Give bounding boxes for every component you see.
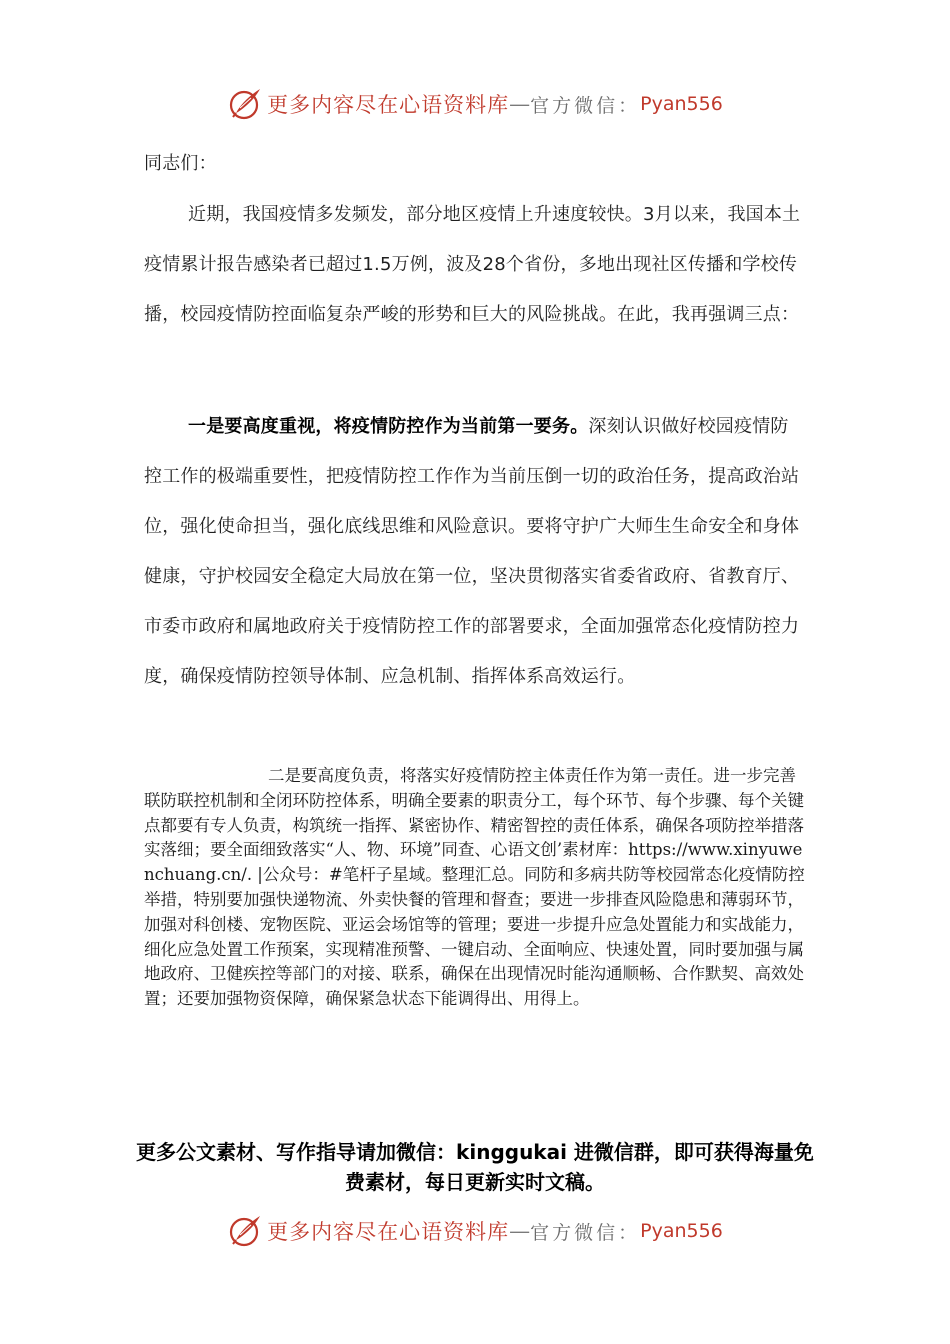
wechat-label: 官方微信： [530, 94, 641, 117]
point-one-heading: 一是要高度重视，将疫情防控作为当前第一要务。 [188, 416, 589, 437]
wechat-id: Pyan556 [640, 1220, 723, 1242]
quill-pen-logo-icon [227, 1213, 263, 1249]
point-one-paragraph [144, 402, 804, 702]
wechat-label: 官方微信： [530, 1221, 641, 1244]
point-one-body: 深刻认识做好校园疫情防控工作的极端重要性，把疫情防控工作作为当前压倒一切的政治任务，提高政治站位，强化使命担当，强化底线思维和风险意识。要将守护广大师生生命安全和身体健康，守护校园安全稳定大局放在第一位，坚决贯彻落实省委省政府、省教育厅、市委市政府和属地政府关于疫情防控工作的部署要求，全面加强常态化疫情防控力度，确保疫情防控领导体制、应急机制、指挥体系高效运行。 [144, 416, 800, 687]
header-banner [0, 82, 950, 126]
footer-note: 更多公文素材、写作指导请加微信：kinggukai 进微信群，即可获得海量免费素材，每日更新实时文稿。 [136, 1140, 814, 1194]
site-name: 更多内容尽在心语资料库 [267, 93, 510, 117]
quill-pen-logo-icon [227, 86, 263, 122]
site-name: 更多内容尽在心语资料库 [267, 1220, 510, 1244]
wechat-id: Pyan556 [640, 93, 723, 115]
separator-dash: — [509, 92, 531, 116]
intro-paragraph: 近期，我国疫情多发频发，部分地区疫情上升速度较快。3月以来，我国本土疫情累计报告感染者已超过1.5万例，波及28个省份，多地出现社区传播和学校传播，校园疫情防控面临复杂严峻的形势和巨大的风险挑战。在此，我再强调三点： [144, 204, 801, 325]
footer-banner [0, 1209, 950, 1253]
greeting: 同志们： [144, 153, 217, 174]
separator-dash: — [509, 1219, 531, 1243]
point-two-paragraph: 二是要高度负责，将落实好疫情防控主体责任作为第一责任。进一步完善联防联控机制和全闭环防控体系，明确全要素的职责分工，每个环节、每个步骤、每个关键点都要有专人负责，构筑统一指挥、紧密协作、精密智控的责任体系，确保各项防控举措落实落细；要全面细致落实“人、物、环境”同查、心语文创’素材库：https://www.xinyuwenchuang.cn/. |公众号：#笔杆子星域。整理汇总。同防和多病共防等校园常态化疫情防控举措，特别要加强快递物流、外卖快餐的管理和督查；要进一步排查风险隐患和薄弱环节，加强对科创楼、宠物医院、亚运会场馆等的管理；要进一步提升应急处置能力和实战能力，细化应急处置工作预案，实现精准预警、一键启动、全面响应、快速处置，同时要加强与属地政府、卫健疾控等部门的对接、联系，确保在出现情况时能沟通顺畅、合作默契、高效处置；还要加强物资保障，确保紧急状态下能调得出、用得上。 [144, 766, 805, 1009]
